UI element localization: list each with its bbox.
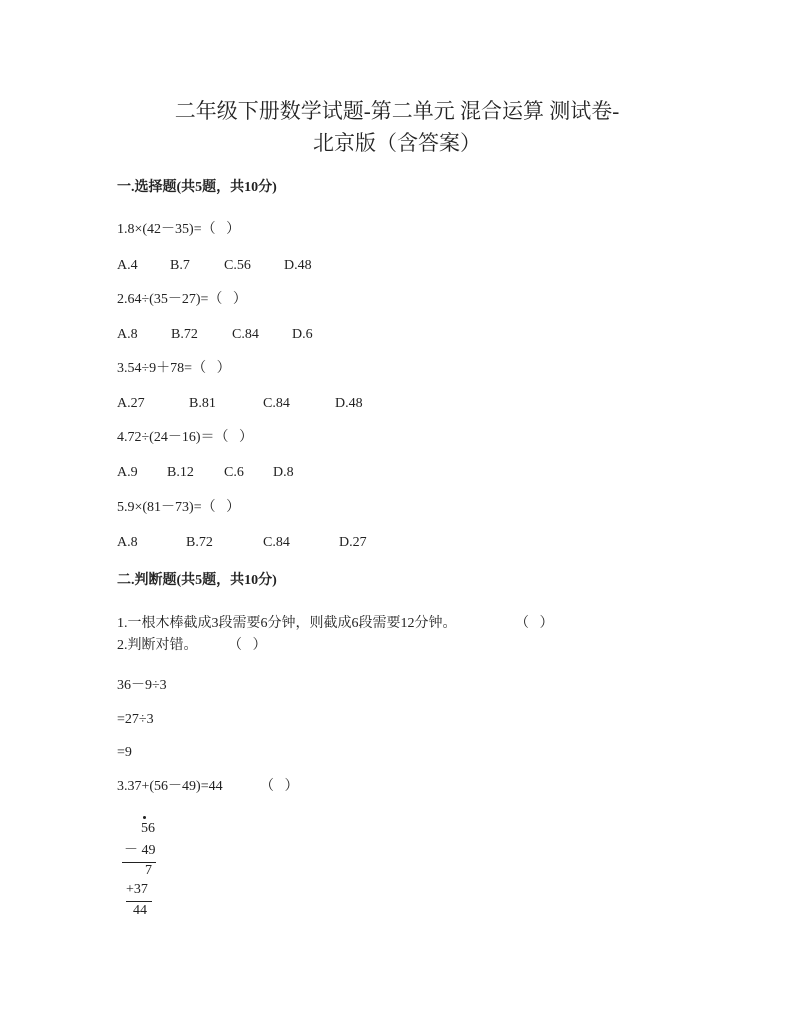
question-2-option-d: D.6 <box>292 327 313 342</box>
question-4-option-b: B.12 <box>167 465 194 480</box>
question-1-option-c: C.56 <box>224 258 251 273</box>
judge-question-2-step-3: =9 <box>117 745 132 760</box>
judge-question-2-blank: （ ） <box>228 638 267 653</box>
judge-question-3-text: 3.37+(56－49)=44 <box>117 779 223 794</box>
judge-question-2-step-2: =27÷3 <box>117 712 154 727</box>
question-3-option-d: D.48 <box>335 396 363 411</box>
section1-heading: 一.选择题(共5题，共10分) <box>117 180 277 195</box>
question-3-stem: 3.54÷9＋78=（ ） <box>117 361 231 376</box>
document-title-line1: 二年级下册数学试题-第二单元 混合运算 测试卷- <box>174 99 620 123</box>
question-5-option-d: D.27 <box>339 535 367 550</box>
question-1-option-d: D.48 <box>284 258 312 273</box>
document-title-line2: 北京版（含答案） <box>313 131 481 155</box>
vertical-calculation <box>116 814 176 924</box>
question-4-option-c: C.6 <box>224 465 244 480</box>
question-2-option-a: A.8 <box>117 327 138 342</box>
question-2-stem: 2.64÷(35－27)=（ ） <box>117 292 247 307</box>
vertical-result-1: 7 <box>145 863 152 878</box>
carry-dot <box>143 816 146 819</box>
judge-question-2-text: 2.判断对错。 <box>117 638 198 653</box>
judge-question-1-text: 1.一根木棒截成3段需要6分钟，则截成6段需要12分钟。 <box>117 616 457 631</box>
judge-question-2-step-1: 36－9÷3 <box>117 678 167 693</box>
question-1-stem: 1.8×(42－35)=（ ） <box>117 222 241 237</box>
question-1-option-a: A.4 <box>117 258 138 273</box>
vertical-result-2: 44 <box>133 903 147 918</box>
question-4-stem: 4.72÷(24－16)＝（ ） <box>117 430 254 445</box>
question-5-stem: 5.9×(81－73)=（ ） <box>117 500 241 515</box>
question-3-option-b: B.81 <box>189 396 216 411</box>
question-1-option-b: B.7 <box>170 258 190 273</box>
question-2-option-c: C.84 <box>232 327 259 342</box>
question-5-option-c: C.84 <box>263 535 290 550</box>
vertical-subtrahend: － 49 <box>124 843 156 858</box>
vertical-minuend: 56 <box>141 821 155 836</box>
judge-question-1-blank: （ ） <box>515 616 554 631</box>
section2-heading: 二.判断题(共5题，共10分) <box>117 573 277 588</box>
vertical-addend: +37 <box>126 882 148 897</box>
question-5-option-a: A.8 <box>117 535 138 550</box>
question-4-option-a: A.9 <box>117 465 138 480</box>
question-3-option-a: A.27 <box>117 396 145 411</box>
question-4-option-d: D.8 <box>273 465 294 480</box>
question-3-option-c: C.84 <box>263 396 290 411</box>
question-5-option-b: B.72 <box>186 535 213 550</box>
question-2-option-b: B.72 <box>171 327 198 342</box>
judge-question-3-blank: （ ） <box>260 779 299 794</box>
